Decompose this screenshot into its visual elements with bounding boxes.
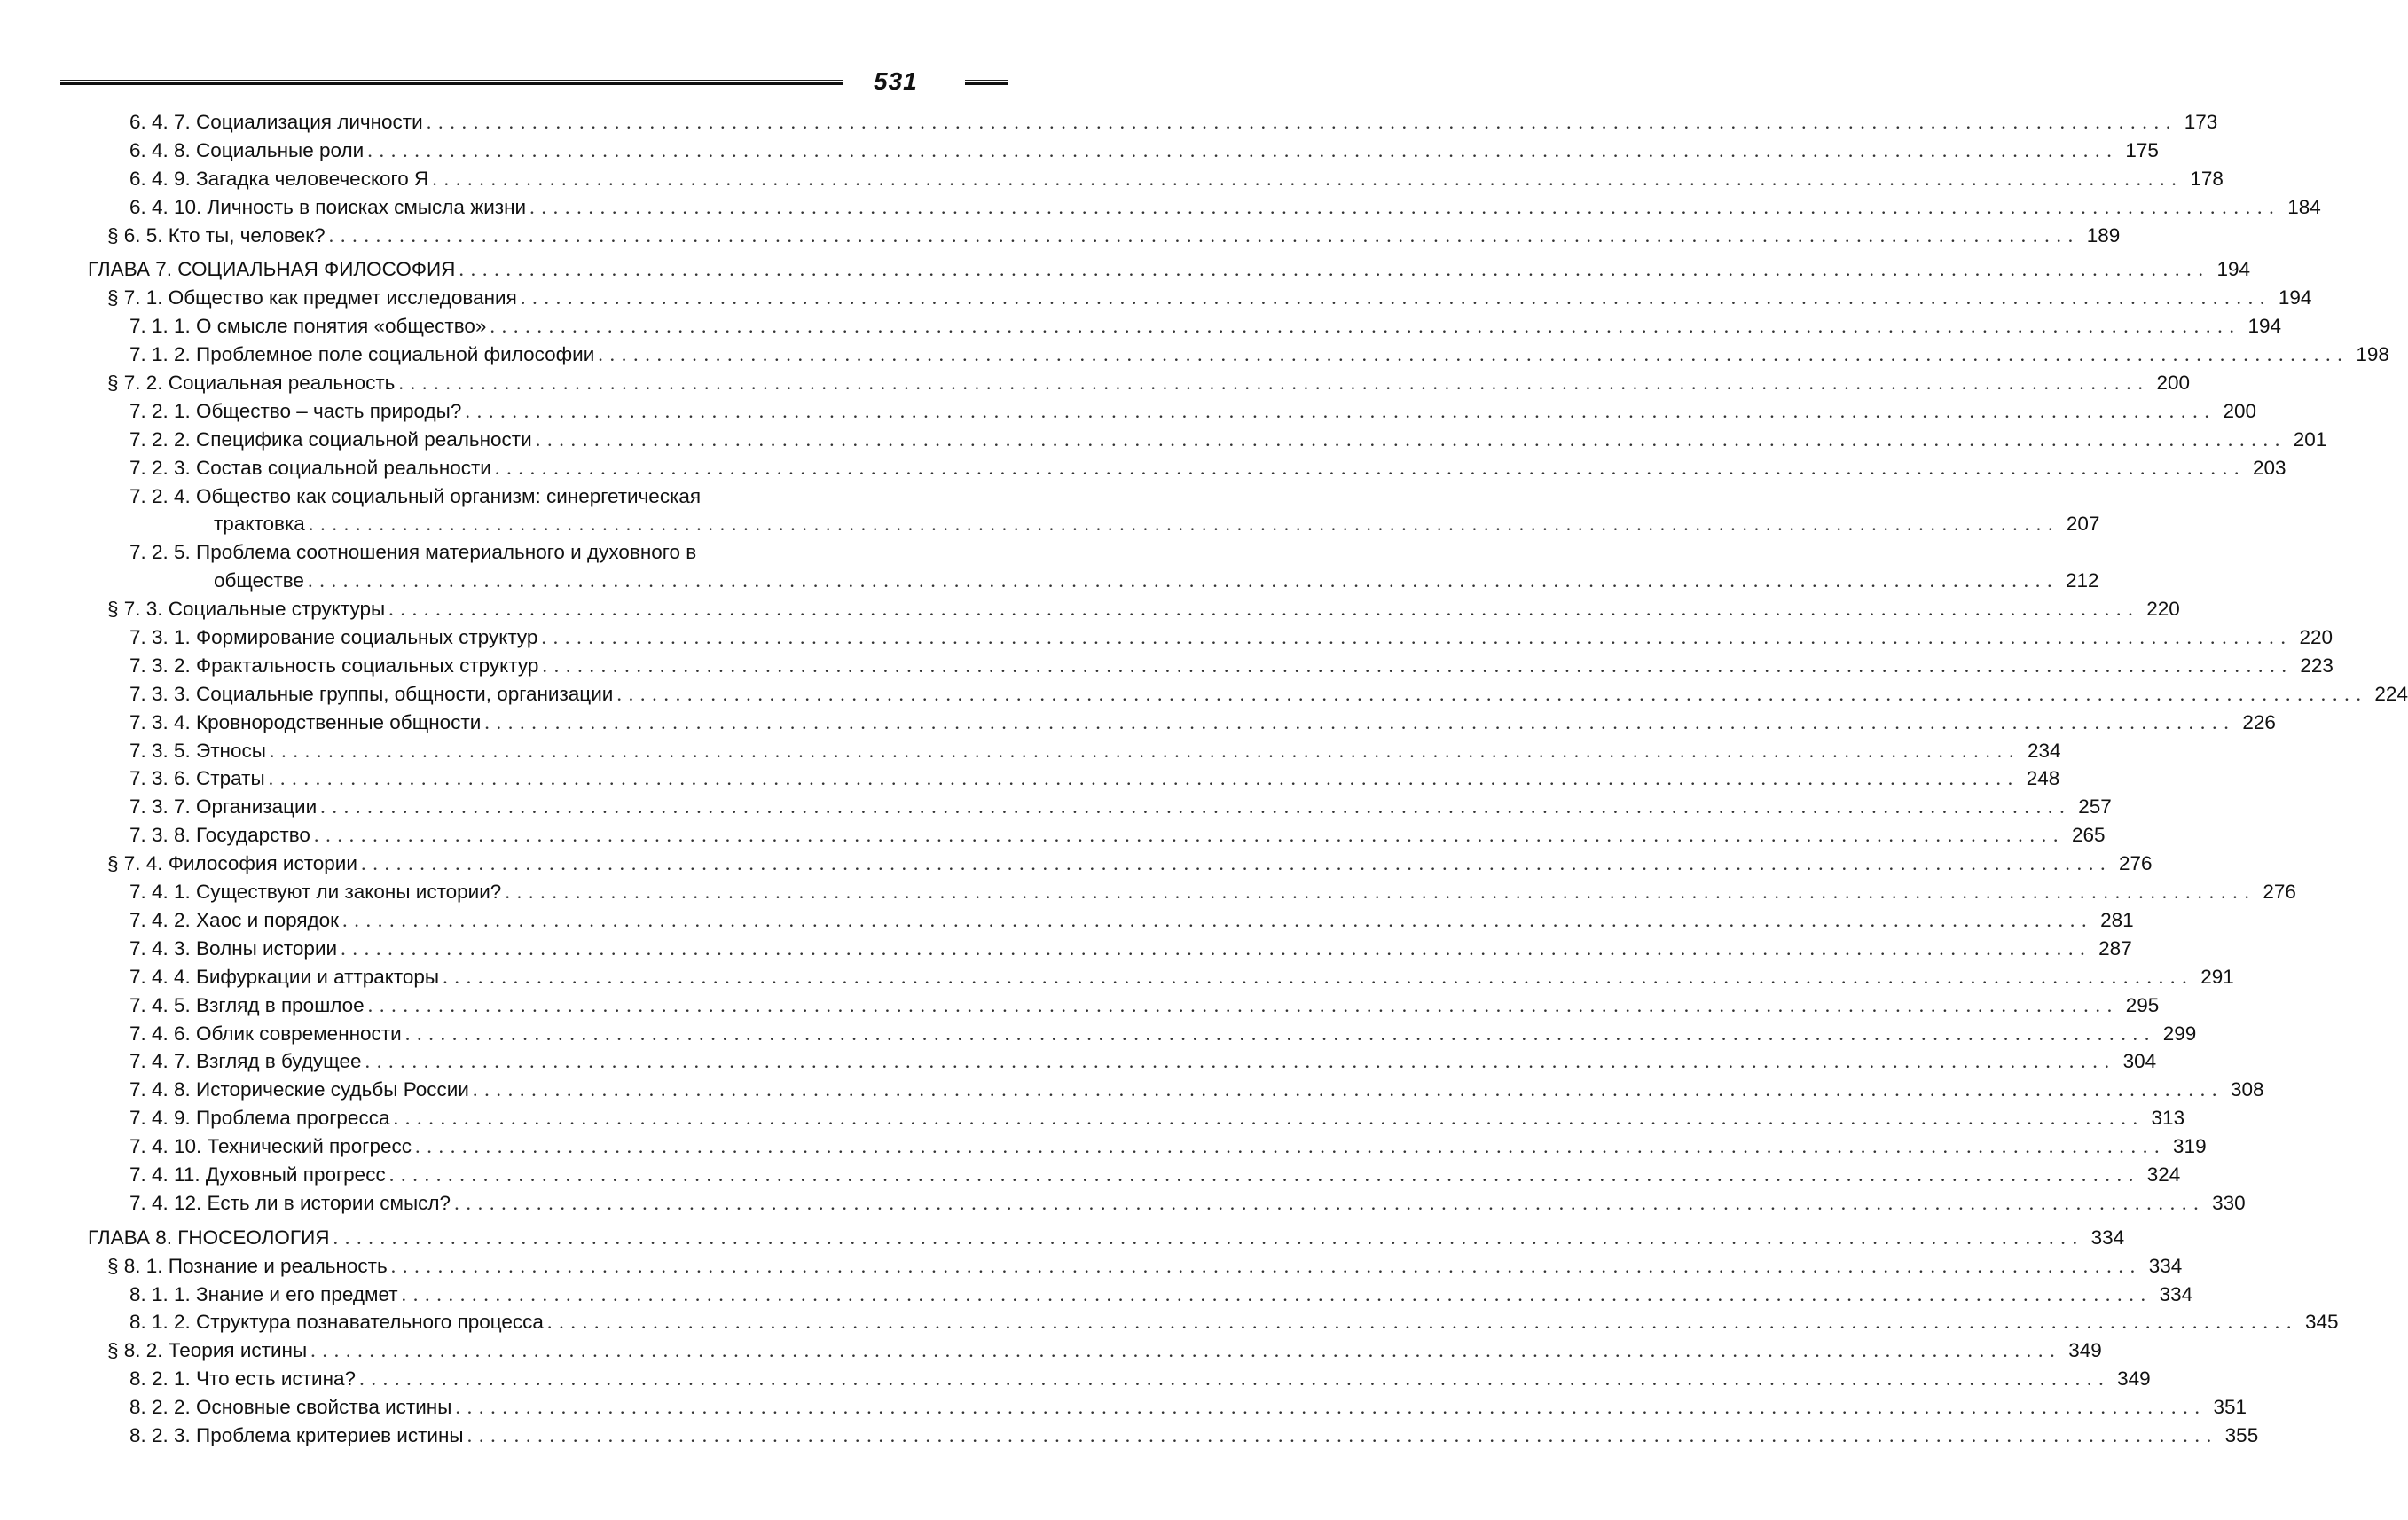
toc-entry-page: 349 — [2068, 1339, 2102, 1362]
toc-entry-page: 291 — [2200, 965, 2234, 988]
leader-dots — [529, 193, 2275, 222]
toc-entry-title: § 7. 4. Философия истории — [107, 852, 357, 875]
leader-dots — [308, 567, 2053, 595]
toc-entry-title: 6. 4. 9. Загадка человеческого Я — [129, 167, 429, 190]
toc-subsection-entry — [0, 1281, 2193, 1309]
toc-subsection-entry — [0, 108, 2218, 137]
toc-entry-page: 351 — [2213, 1396, 2247, 1419]
toc-subsection-entry — [0, 165, 2224, 193]
leader-dots — [367, 137, 2113, 165]
toc-entry-page: 226 — [2242, 710, 2276, 733]
toc-entry-title: ГЛАВА 7. СОЦИАЛЬНАЯ ФИЛОСОФИЯ — [88, 258, 456, 281]
leader-dots — [454, 1189, 2200, 1218]
toc-entry-page: 330 — [2212, 1191, 2246, 1214]
toc-subsection-entry — [0, 935, 2132, 963]
toc-entry-title: 7. 4. 6. Облик современности — [129, 1022, 402, 1045]
toc-entry-title: 7. 2. 4. Общество как социальный организм: синергетическая — [129, 484, 702, 507]
toc-entry-title: § 8. 1. Познание и реальность — [107, 1254, 388, 1277]
leader-dots — [427, 108, 2172, 137]
leader-dots — [473, 1076, 2218, 1104]
toc-entry-title: 7. 3. 8. Государство — [129, 824, 310, 847]
toc-entry-page: 220 — [2299, 626, 2333, 649]
toc-entry-page: 334 — [2090, 1226, 2125, 1249]
leader-dots — [365, 1047, 2111, 1076]
toc-entry-page: 203 — [2252, 456, 2286, 479]
toc-entry-title: 7. 1. 1. О смысле понятия «общество» — [129, 315, 487, 338]
toc-entry-page: 308 — [2230, 1078, 2264, 1101]
leader-dots — [490, 312, 2235, 341]
toc-subsection-entry — [0, 538, 2099, 595]
toc-entry-page: 184 — [2287, 195, 2321, 218]
leader-dots — [547, 1308, 2293, 1336]
toc-entry-title: 6. 4. 7. Социализация личности — [129, 111, 423, 133]
toc-entry-page: 212 — [2066, 569, 2099, 592]
table-of-contents — [0, 108, 2408, 1450]
toc-subsection-entry — [0, 1365, 2151, 1393]
toc-subsection-entry — [0, 482, 2100, 539]
toc-entry-page: 194 — [2216, 258, 2251, 281]
toc-entry-page: 313 — [2151, 1107, 2185, 1130]
toc-subsection-entry — [0, 1047, 2157, 1076]
header-rule-right — [965, 80, 1008, 85]
toc-entry-page: 276 — [2119, 852, 2153, 875]
toc-entry-title: 7. 2. 1. Общество – часть природы? — [129, 399, 462, 422]
toc-entry-page: 265 — [2072, 824, 2106, 847]
toc-entry-title: 7. 4. 4. Бифуркации и аттракторы — [129, 965, 440, 988]
toc-entry-title: 8. 2. 2. Основные свойства истины — [129, 1396, 452, 1419]
toc-entry-page: 223 — [2300, 654, 2333, 677]
toc-entry-title: 7. 2. 3. Состав социальной реальности — [129, 456, 491, 479]
toc-entry-title: 7. 4. 10. Технический прогресс — [129, 1135, 412, 1158]
toc-entry-title: 6. 4. 10. Личность в поисках смысла жизни — [129, 195, 527, 218]
toc-entry-page: 281 — [2100, 908, 2134, 931]
toc-entry-title: § 7. 2. Социальная реальность — [107, 372, 396, 395]
toc-section-entry — [0, 222, 2121, 250]
toc-entry-title: 7. 1. 2. Проблемное поле социальной философии — [129, 343, 595, 366]
toc-entry-page: 224 — [2374, 682, 2408, 705]
page-number: 531 — [874, 67, 918, 95]
leader-dots — [361, 850, 2106, 878]
leader-dots — [598, 341, 2343, 369]
leader-dots — [329, 222, 2075, 250]
leader-dots — [432, 165, 2177, 193]
toc-entry-title: ГЛАВА 8. ГНОСЕОЛОГИЯ — [88, 1226, 330, 1249]
toc-subsection-entry — [0, 312, 2282, 341]
toc-entry-title-continued: обществе — [214, 569, 304, 592]
leader-dots — [389, 1161, 2135, 1189]
toc-entry-page: 334 — [2159, 1282, 2193, 1305]
toc-entry-page: 207 — [2066, 513, 2100, 536]
toc-subsection-entry — [0, 680, 2408, 709]
toc-entry-page: 194 — [2278, 286, 2312, 309]
toc-subsection-entry — [0, 709, 2276, 737]
toc-entry-page: 257 — [2078, 795, 2112, 819]
toc-subsection-entry — [0, 193, 2321, 222]
toc-chapter-entry — [0, 1224, 2125, 1252]
toc-entry-title: 8. 2. 1. Что есть истина? — [129, 1367, 357, 1391]
leader-dots — [341, 935, 2086, 963]
toc-entry-page: 334 — [2148, 1254, 2183, 1277]
leader-dots — [495, 454, 2240, 482]
leader-dots — [359, 1365, 2105, 1393]
toc-entry-page: 299 — [2162, 1022, 2197, 1045]
running-header — [0, 64, 1064, 99]
leader-dots — [536, 426, 2281, 454]
toc-subsection-entry — [0, 426, 2327, 454]
toc-subsection-entry — [0, 1132, 2207, 1161]
leader-dots — [465, 397, 2210, 426]
leader-dots — [309, 510, 2054, 538]
toc-entry-title: 7. 2. 5. Проблема соотношения материального и духовного в — [129, 541, 697, 564]
toc-entry-page: 304 — [2122, 1050, 2157, 1073]
toc-entry-title: 7. 3. 1. Формирование социальных структур — [129, 626, 538, 649]
leader-dots — [368, 991, 2114, 1020]
toc-subsection-entry — [0, 454, 2286, 482]
toc-subsection-entry — [0, 341, 2389, 369]
leader-dots — [505, 878, 2250, 906]
leader-dots — [342, 906, 2088, 935]
leader-dots — [314, 821, 2059, 850]
toc-entry-page: 295 — [2125, 993, 2160, 1016]
toc-entry-title: 7. 3. 6. Страты — [129, 767, 265, 790]
toc-entry-page: 349 — [2117, 1367, 2151, 1391]
leader-dots — [333, 1224, 2079, 1252]
toc-entry-page: 248 — [2026, 767, 2060, 790]
toc-entry-title: 7. 4. 12. Есть ли в истории смысл? — [129, 1191, 451, 1214]
toc-entry-title: 7. 4. 5. Взгляд в прошлое — [129, 993, 365, 1016]
toc-entry-title: 7. 3. 5. Этносы — [129, 739, 266, 762]
toc-entry-page: 178 — [2190, 167, 2224, 190]
toc-subsection-entry — [0, 397, 2256, 426]
toc-subsection-entry — [0, 737, 2061, 765]
leader-dots — [320, 793, 2066, 821]
toc-entry-title: 8. 1. 1. Знание и его предмет — [129, 1282, 398, 1305]
toc-entry-title: 7. 4. 8. Исторические судьбы России — [129, 1078, 469, 1101]
leader-dots — [467, 1422, 2213, 1450]
toc-entry-title: 7. 2. 2. Специфика социальной реальности — [129, 427, 532, 451]
leader-dots — [269, 764, 2014, 793]
toc-entry-page: 173 — [2184, 111, 2218, 133]
leader-dots — [484, 709, 2230, 737]
leader-dots — [459, 255, 2204, 284]
toc-subsection-entry — [0, 793, 2112, 821]
toc-section-entry — [0, 284, 2312, 312]
toc-entry-title: 7. 3. 4. Кровнородственные общности — [129, 710, 482, 733]
toc-subsection-entry — [0, 137, 2159, 165]
toc-entry-page: 220 — [2146, 598, 2180, 621]
toc-entry-page: 324 — [2146, 1163, 2181, 1186]
toc-subsection-entry — [0, 1104, 2185, 1132]
toc-subsection-entry — [0, 1393, 2247, 1422]
leader-dots — [398, 369, 2144, 397]
toc-subsection-entry — [0, 1076, 2264, 1104]
toc-entry-title: 7. 3. 7. Организации — [129, 795, 318, 819]
leader-dots — [391, 1252, 2137, 1281]
header-rule-left — [60, 80, 843, 85]
toc-entry-title: 7. 4. 9. Проблема прогресса — [129, 1107, 390, 1130]
toc-subsection-entry — [0, 623, 2333, 652]
toc-entry-title: § 7. 1. Общество как предмет исследования — [107, 286, 517, 309]
toc-entry-page: 355 — [2224, 1423, 2259, 1446]
leader-dots — [616, 680, 2362, 709]
toc-entry-title: 7. 4. 2. Хаос и порядок — [129, 908, 340, 931]
toc-entry-title: § 7. 3. Социальные структуры — [107, 598, 386, 621]
toc-subsection-entry — [0, 878, 2296, 906]
toc-entry-title: § 8. 2. Теория истины — [107, 1339, 308, 1362]
toc-subsection-entry — [0, 821, 2106, 850]
toc-entry-title: 8. 2. 3. Проблема критериев истины — [129, 1423, 464, 1446]
leader-dots — [402, 1281, 2147, 1309]
toc-chapter-entry — [0, 255, 2251, 284]
toc-subsection-entry — [0, 652, 2333, 680]
leader-dots — [388, 595, 2134, 623]
toc-entry-title: § 6. 5. Кто ты, человек? — [107, 223, 326, 247]
toc-entry-title: 7. 4. 3. Волны истории — [129, 936, 338, 960]
toc-section-entry — [0, 369, 2190, 397]
toc-section-entry — [0, 850, 2153, 878]
toc-entry-title: 6. 4. 8. Социальные роли — [129, 138, 365, 161]
toc-subsection-entry — [0, 991, 2160, 1020]
leader-dots — [455, 1393, 2200, 1422]
toc-entry-page: 287 — [2098, 936, 2132, 960]
leader-dots — [542, 652, 2287, 680]
toc-entry-page: 200 — [2223, 399, 2256, 422]
leader-dots — [541, 623, 2286, 652]
toc-entry-page: 194 — [2247, 315, 2282, 338]
toc-subsection-entry — [0, 1189, 2246, 1218]
toc-entry-title: 7. 4. 11. Духовный прогресс — [129, 1163, 386, 1186]
toc-entry-title-continued: трактовка — [214, 513, 305, 536]
toc-entry-title: 7. 3. 2. Фрактальность социальных структур — [129, 654, 539, 677]
toc-subsection-entry — [0, 1161, 2181, 1189]
toc-subsection-entry — [0, 764, 2060, 793]
toc-subsection-entry — [0, 1020, 2197, 1048]
toc-entry-page: 201 — [2293, 427, 2327, 451]
toc-entry-title: 7. 4. 7. Взгляд в будущее — [129, 1050, 362, 1073]
toc-entry-page: 200 — [2156, 372, 2190, 395]
toc-subsection-entry — [0, 963, 2234, 991]
toc-entry-page: 319 — [2173, 1135, 2207, 1158]
leader-dots — [405, 1020, 2151, 1048]
toc-entry-page: 234 — [2027, 739, 2061, 762]
toc-section-entry — [0, 1252, 2183, 1281]
toc-entry-page: 345 — [2305, 1311, 2339, 1334]
leader-dots — [415, 1132, 2161, 1161]
toc-entry-title: 7. 4. 1. Существуют ли законы истории? — [129, 881, 502, 904]
leader-dots — [270, 737, 2015, 765]
toc-subsection-entry — [0, 1308, 2339, 1336]
toc-entry-page: 175 — [2125, 138, 2159, 161]
toc-entry-page: 198 — [2356, 343, 2389, 366]
toc-entry-title: 7. 3. 3. Социальные группы, общности, организации — [129, 682, 614, 705]
toc-section-entry — [0, 1336, 2102, 1365]
leader-dots — [443, 963, 2188, 991]
toc-subsection-entry — [0, 1422, 2259, 1450]
leader-dots — [521, 284, 2266, 312]
toc-entry-page: 276 — [2263, 881, 2296, 904]
toc-entry-title: 8. 1. 2. Структура познавательного процесса — [129, 1311, 544, 1334]
toc-section-entry — [0, 595, 2180, 623]
leader-dots — [310, 1336, 2056, 1365]
toc-entry-page: 189 — [2086, 223, 2121, 247]
toc-subsection-entry — [0, 906, 2134, 935]
leader-dots — [393, 1104, 2138, 1132]
